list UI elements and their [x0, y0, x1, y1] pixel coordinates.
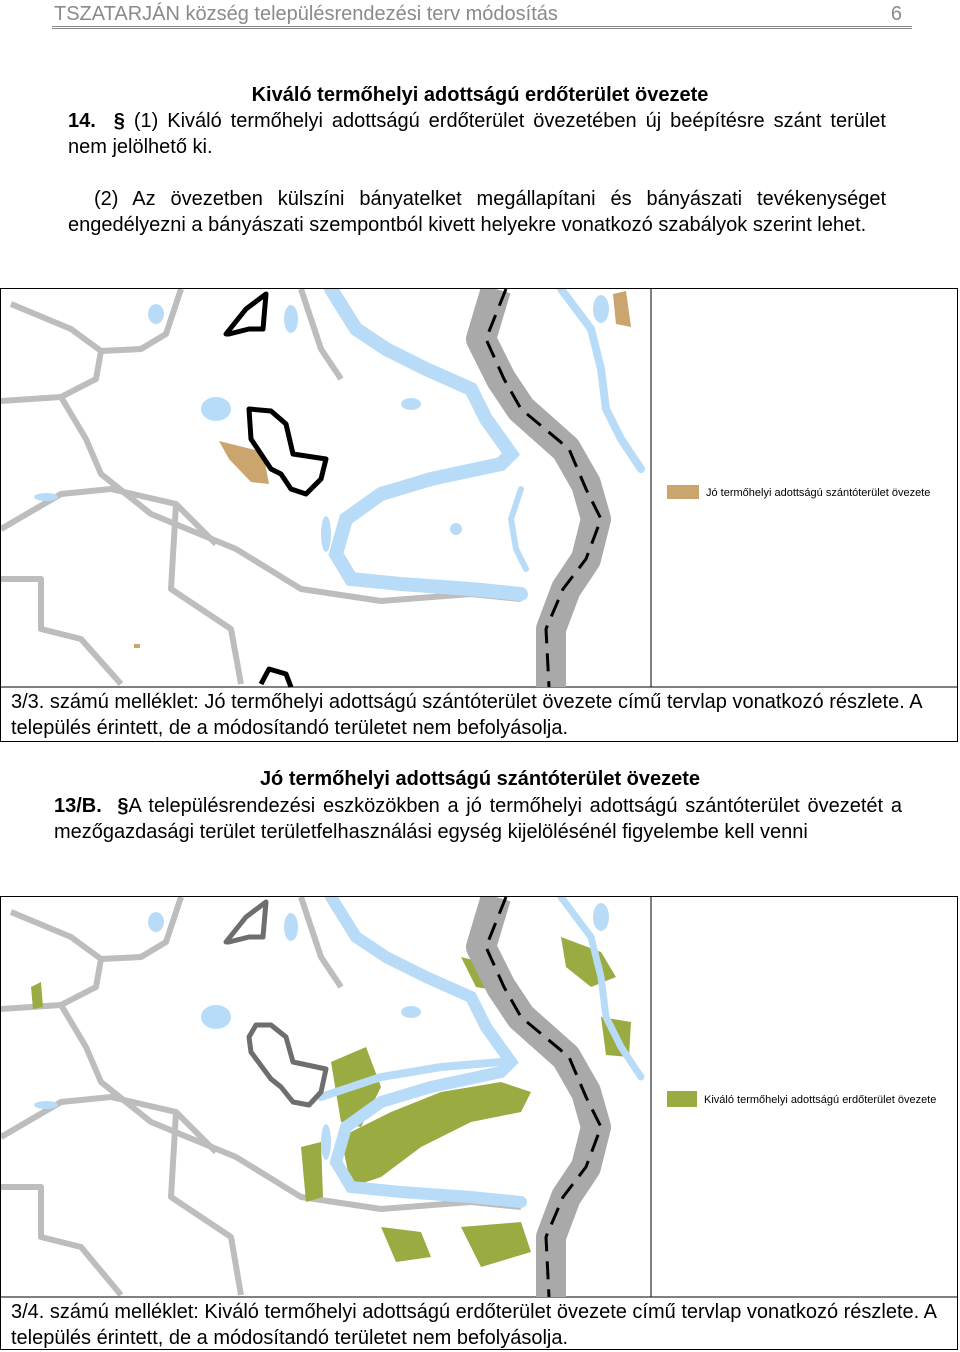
header-rule — [52, 26, 912, 29]
figure-caption-3-4: 3/4. számú melléklet: Kiváló termőhelyi adottságú erdőterület övezete című tervlap vonatkozó részlete. A település érintett, de a módosítandó területet nem befolyásolja. — [11, 1301, 936, 1349]
legend-label-arable: Jó termőhelyi adottságú szántóterület övezete — [706, 487, 931, 499]
map-figure-3-4 — [0, 896, 958, 1350]
paragraph-text: A településrendezési eszközökben a jó termőhelyi adottságú szántóterület övezetét a mezőgazdasági terület területfelhasználási egység kijelölésénél figyelembe kell venni — [54, 795, 902, 843]
paragraph-number: 14. — [68, 110, 96, 132]
paragraph-number: 13/B. — [54, 795, 102, 817]
paragraph-14-1 — [68, 108, 886, 160]
legend-swatch-arable — [667, 485, 699, 499]
paragraph-14-2: (2) Az övezetben külszíni bányatelket megállapítani és bányászati tevékenységet engedélyezni a bányászati szempontból kivett helyekre vonatkozó szabályok szerint lehet. — [68, 188, 886, 236]
map-figure-3-3 — [0, 288, 958, 742]
map-3-4-drawing — [1, 897, 957, 1349]
section-symbol: § — [117, 795, 129, 817]
document-header-title: TSZATARJÁN község településrendezési terv módosítás — [54, 3, 558, 25]
section-symbol: § — [113, 110, 125, 132]
map-3-3-drawing — [1, 289, 957, 741]
legend-label-forest: Kiváló termőhelyi adottságú erdőterület övezete — [704, 1094, 937, 1106]
page-number: 6 — [890, 3, 902, 25]
figure-caption-3-3: 3/3. számú melléklet: Jó termőhelyi adottságú szántóterület övezete című tervlap vonatkozó részlete. A település érintett, de a módosítandó területet nem befolyásolja. — [11, 691, 922, 739]
section-heading-arable: Jó termőhelyi adottságú szántóterület övezete — [259, 768, 701, 790]
paragraph-13b — [54, 793, 902, 845]
paragraph-text: (1) Kiváló termőhelyi adottságú erdőterület övezetében új beépítésre szánt terület nem jelölhető ki. — [68, 110, 886, 158]
legend-swatch-forest — [667, 1091, 697, 1107]
section-heading-forest: Kiváló termőhelyi adottságú erdőterület övezete — [251, 84, 709, 106]
